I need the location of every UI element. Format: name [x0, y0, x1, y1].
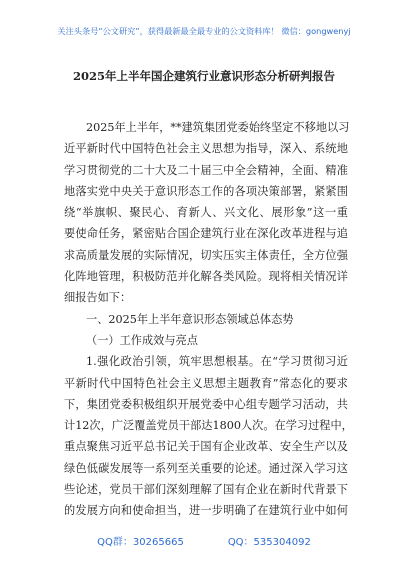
body-line: 绿色低碳发展等一系列至关重要的论述。通过深入学习这 [64, 461, 348, 475]
body-line: 计12次，广泛覆盖党员干部达1800人次。在学习过程中， [64, 419, 353, 433]
body-line: 1.强化政治引领，筑牢思想根基。在“学习贯彻习近 [86, 355, 348, 369]
body-line: 些论述，党员干部们深刻理解了国有企业在新时代背景下 [64, 483, 348, 497]
body-line: 细报告如下： [64, 291, 132, 305]
section-heading: 一、2025年上半年意识形态领域总体态势 [86, 312, 294, 326]
body-line: 2025年上半年，**建筑集团党委始终坚定不移地以习 [86, 121, 350, 134]
body-line: 要使命任务，紧密贴合国企建筑行业在深化改革进程与追 [64, 227, 348, 241]
body-line: 学习贯彻党的二十大及二十届三中全会精神，全面、精准 [64, 163, 348, 177]
document-body [64, 117, 353, 522]
subsection-heading: （一）工作成效与亮点 [86, 333, 198, 347]
footer-contact [0, 533, 408, 548]
document-title: 2025年上半年国企建筑行业意识形态分析研判报告 [72, 69, 335, 83]
body-line: 近平新时代中国特色社会主义思想为指导，深入、系统地 [64, 142, 348, 156]
body-line: 化阵地管理，积极防范并化解各类风险。现将相关情况详 [64, 270, 348, 284]
body-line: 下，集团党委积极组织开展党委中心组专题学习活动，共 [64, 397, 348, 411]
header-banner: 关注头条号“公文研究”，获得最新最全最专业的公文资料库！ 微信：gongwenyj [57, 26, 351, 36]
body-line: 的发展方向和使命担当，进一步明确了在建筑行业中如何 [64, 504, 348, 518]
body-line: 绕“举旗帜、聚民心、育新人、兴文化、展形象”这一重 [64, 206, 348, 220]
footer-qq-group: QQ群：30265665 [97, 537, 184, 548]
body-line: 求高质量发展的实际情况，切实压实主体责任，全方位强 [64, 248, 348, 262]
body-line: 地落实党中央关于意识形态工作的各项决策部署，紧紧围 [64, 184, 348, 198]
body-line: 重点聚焦习近平总书记关于国有企业改革、安全生产以及 [64, 440, 348, 454]
footer-qq-number: QQ：535304092 [227, 537, 311, 548]
body-line: 平新时代中国特色社会主义思想主题教育”常态化的要求 [64, 376, 348, 390]
